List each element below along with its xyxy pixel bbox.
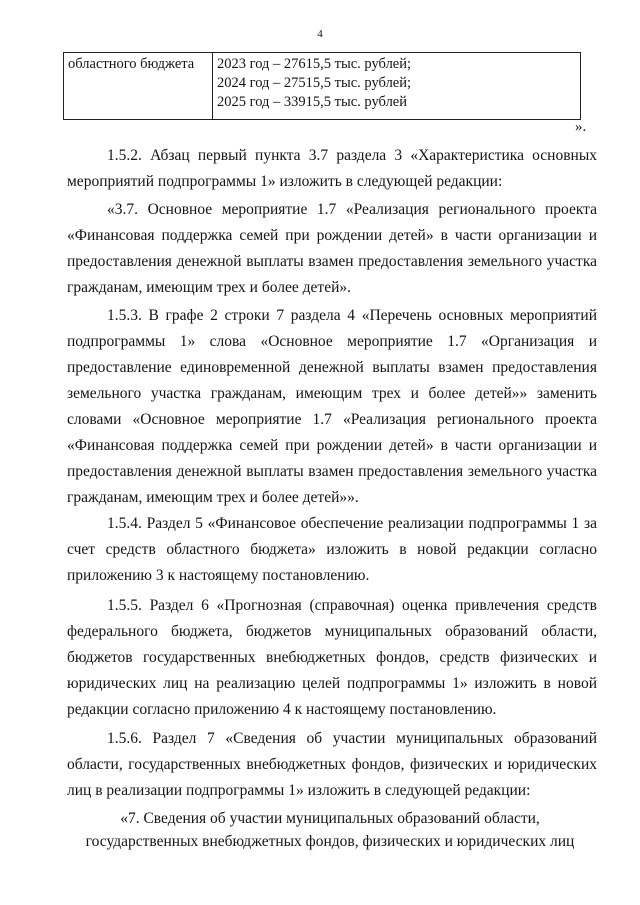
budget-year-2024: 2024 год – 27515,5 тыс. рублей; (217, 75, 412, 91)
budget-year-2025: 2025 год – 33915,5 тыс. рублей (217, 94, 408, 110)
section-heading-line-2: государственных внебюджетных фондов, физических и юридических лиц (85, 833, 575, 850)
paragraph-1-5-4: 1.5.4. Раздел 5 «Финансовое обеспечение реализации подпрограммы 1 за счет средств областного бюджета» изложить в новой редакции согласно приложению 3 к настоящему постановлению. (67, 515, 597, 584)
section-heading-line-1: «7. Сведения об участии муниципальных образований области, (120, 810, 540, 827)
budget-source-cell: областного бюджета (64, 53, 213, 120)
budget-year-2023: 2023 год – 27615,5 тыс. рублей; (217, 56, 412, 72)
table-row (64, 53, 581, 120)
paragraph-1-5-2: 1.5.2. Абзац первый пункта 3.7 раздела 3 «Характеристика основных мероприятий подпрограммы 1» изложить в следующей редакции: (67, 147, 597, 190)
closing-quote-mark: ». (575, 119, 587, 135)
budget-years-cell (213, 53, 581, 120)
budget-table (63, 52, 581, 120)
page-number: 4 (317, 28, 323, 40)
paragraph-1-5-3: 1.5.3. В графе 2 строки 7 раздела 4 «Перечень основных мероприятий подпрограммы 1» слова «Основное мероприятие 1.7 «Организация и предоставление единовременной денежной выплаты взамен предоставления земельного участка гражданам, имеющим трех и более детей»» заменить словами «Основное мероприятие 1.7 «Реализация регионального проекта «Финансовая поддержка семей при рождении детей» в части организации и предоставления денежной выплаты взамен предоставления земельного участка гражданам, имеющим трех и более детей»». (67, 307, 597, 506)
paragraph-3-7-quote: «3.7. Основное мероприятие 1.7 «Реализация регионального проекта «Финансовая поддержка семей при рождении детей» в части организации и предоставления денежной выплаты взамен предоставления земельного участка гражданам, имеющим трех и более детей». (67, 201, 597, 296)
paragraph-1-5-5: 1.5.5. Раздел 6 «Прогнозная (справочная) оценка привлечения средств федерального бюджета, бюджетов муниципальных образований области, бюджетов государственных внебюджетных фондов, средств физических и юридических лиц на реализацию целей подпрограммы 1» изложить в новой редакции согласно приложению 4 к настоящему постановлению. (67, 597, 597, 718)
paragraph-1-5-6: 1.5.6. Раздел 7 «Сведения об участии муниципальных образований области, государственных внебюджетных фондов, физических и юридических лиц в реализации подпрограммы 1» изложить в следующей редакции: (67, 730, 597, 799)
